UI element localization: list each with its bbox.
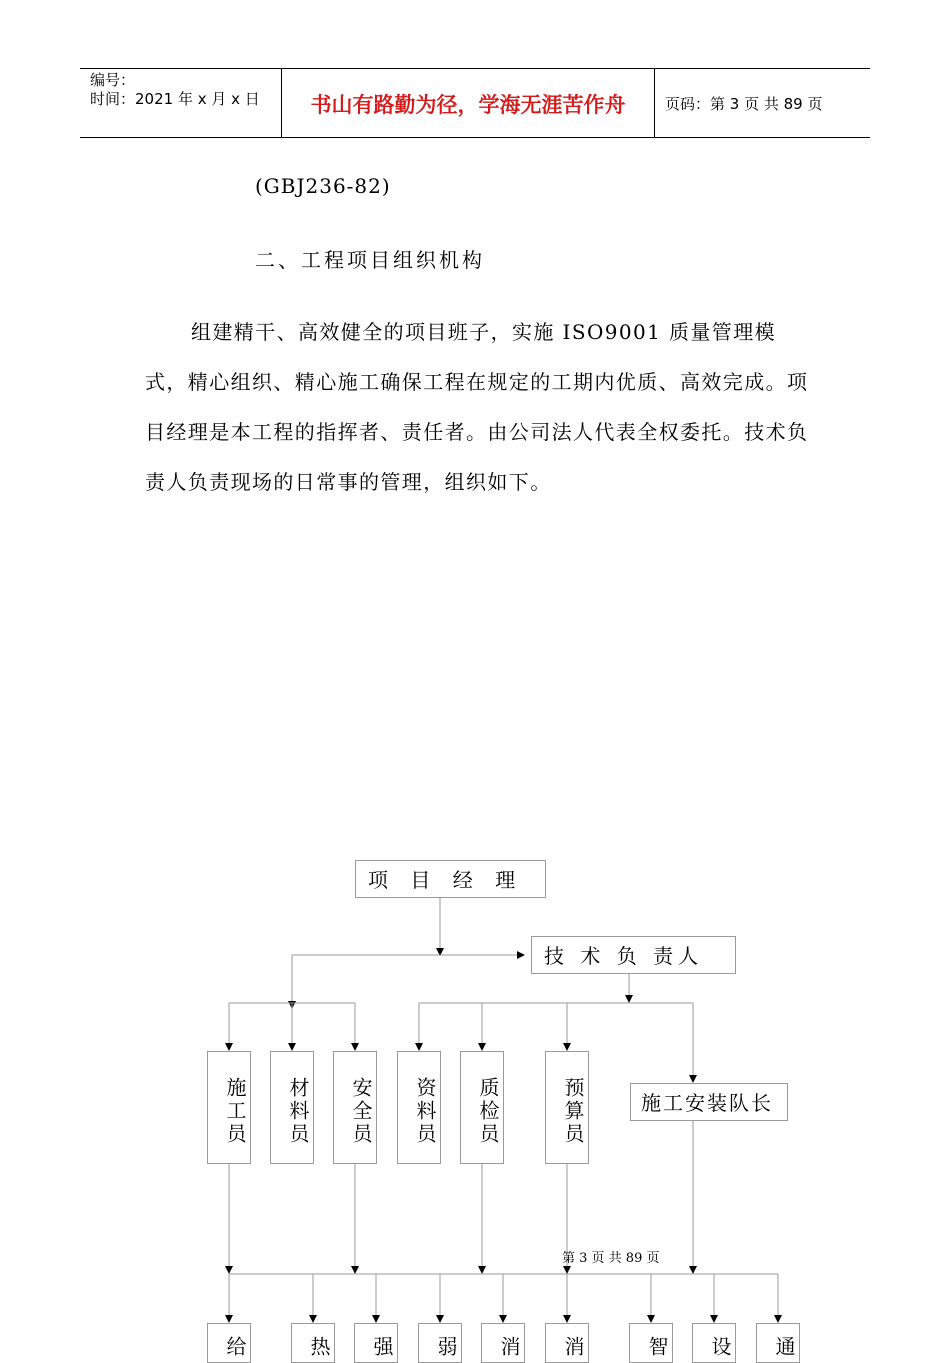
intro-paragraph-text: 组建精干、高效健全的项目班子，实施 ISO9001 质量管理模式，精心组织、精心施工确保工程在规定的工期内优质、高效完成。项目经理是本工程的指挥者、责任者。由公司法人代表全权委托。技术负责人负责现场的日常事的管理，组织如下。: [145, 320, 809, 494]
box-project-manager: 项 目 经 理: [355, 860, 546, 898]
footer-page-number: 第 3 页 共 89 页: [562, 1251, 660, 1266]
box-bottom-low-voltage: 弱: [418, 1323, 462, 1363]
box-materials-staff: 材料员: [270, 1051, 314, 1164]
box-bottom-fire-2: 消: [545, 1323, 589, 1363]
header-page-number: 页码：第 3 页 共 89 页: [665, 95, 823, 113]
box-bottom-high-voltage: 强: [354, 1323, 398, 1363]
box-tech-lead: 技 术 负 责人: [531, 936, 736, 974]
box-budget-staff: 预算员: [545, 1051, 589, 1164]
box-quality-staff: 质检员: [460, 1051, 504, 1164]
section-heading: 二、工程项目组织机构: [255, 248, 485, 272]
header-motto: 书山有路勤为径，学海无涯苦作舟: [310, 93, 626, 117]
standard-reference: (GBJ236-82): [255, 174, 391, 198]
box-installation-lead: 施工安装队长: [630, 1083, 788, 1121]
box-bottom-water: 给: [207, 1323, 251, 1363]
box-documents-staff: 资料员: [397, 1051, 441, 1164]
box-construction-staff: 施工员: [207, 1051, 251, 1164]
box-bottom-ventilation: 通: [756, 1323, 800, 1363]
box-bottom-smart: 智: [629, 1323, 673, 1363]
header-number: 编号：: [90, 71, 136, 89]
header-time: 时间：2021 年 x 月 x 日: [90, 90, 260, 108]
box-safety-staff: 安全员: [333, 1051, 377, 1164]
box-bottom-equipment: 设: [692, 1323, 736, 1363]
box-bottom-heating: 热: [291, 1323, 335, 1363]
box-bottom-fire-1: 消: [481, 1323, 525, 1363]
